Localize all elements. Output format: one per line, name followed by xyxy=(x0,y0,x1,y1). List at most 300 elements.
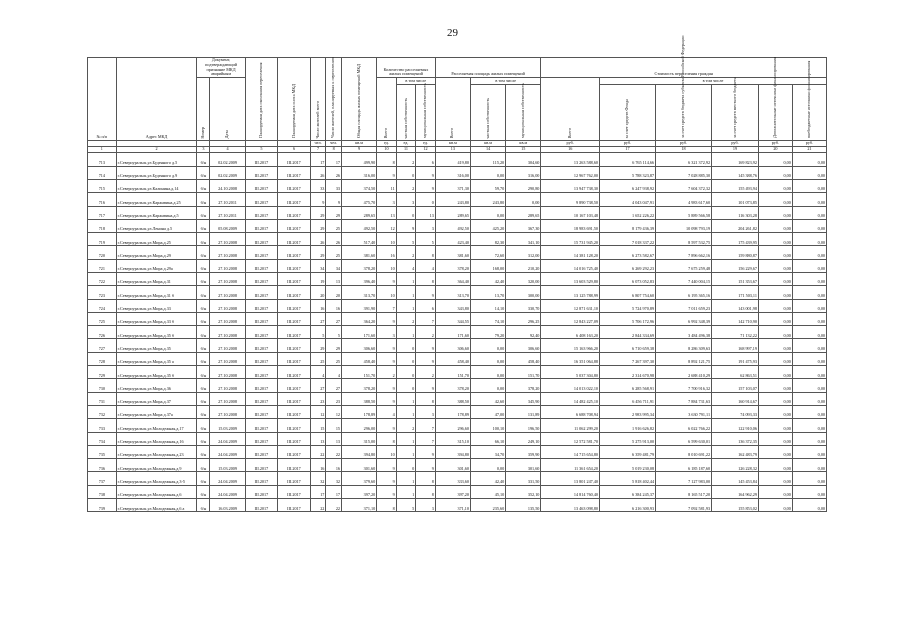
table-cell: 0,00 xyxy=(792,352,826,365)
table-row xyxy=(88,219,827,232)
table-cell: 0,00 xyxy=(758,219,792,232)
column-number-cell: 2 xyxy=(116,147,197,153)
table-cell: 0,00 xyxy=(792,339,826,352)
table-cell: 26 xyxy=(326,166,342,179)
address-cell: г.Североуральск,ул.Мира,д.33 xyxy=(116,299,197,312)
address-cell: г.Североуральск,ул.Каржавина,д.5 xyxy=(116,206,197,219)
address-cell: г.Североуральск,ул.Молодежная,д.9 xyxy=(116,459,197,472)
table-cell: 719 xyxy=(88,233,117,246)
address-cell: г.Североуральск,ул.Ленина д.5 xyxy=(116,219,197,232)
table-cell: 6 247 938,92 xyxy=(600,179,656,192)
table-cell: 5 706 172,96 xyxy=(600,312,656,325)
table-cell: 14,10 xyxy=(470,299,505,312)
table-cell: 499,90 xyxy=(342,153,377,166)
table-cell: 82,30 xyxy=(470,233,505,246)
table-cell: 0,00 xyxy=(792,499,826,512)
table-cell: 29 xyxy=(310,206,326,219)
table-cell: 0,00 xyxy=(792,219,826,232)
table-cell: 1 652 226,22 xyxy=(600,206,656,219)
table-cell: 6 216 300,93 xyxy=(600,499,656,512)
table-cell: 718 xyxy=(88,219,117,232)
address-cell: г.Североуральск,ул.Буденного д.5 xyxy=(116,153,197,166)
table-cell: III.2017 xyxy=(245,179,278,192)
table-cell: 9 xyxy=(310,193,326,206)
table-cell: III.2017 xyxy=(278,499,311,512)
table-cell: 396,40 xyxy=(342,272,377,285)
table-cell: 22 xyxy=(310,499,326,512)
unit-cell: руб. xyxy=(541,141,600,147)
table-cell: 723 xyxy=(88,286,117,299)
table-cell: 9 xyxy=(377,419,397,432)
table-cell: 115,20 xyxy=(470,153,505,166)
table-cell: 15 xyxy=(310,419,326,432)
table-cell: 4 xyxy=(377,405,397,418)
table-cell: 15 xyxy=(326,419,342,432)
table-cell: III.2017 xyxy=(278,153,311,166)
table-cell: 74,10 xyxy=(470,312,505,325)
table-cell: 243,80 xyxy=(470,193,505,206)
table-cell: б/н xyxy=(197,379,210,392)
table-cell: III.2017 xyxy=(245,405,278,418)
table-cell: III.2017 xyxy=(278,286,311,299)
table-cell: 235,60 xyxy=(470,499,505,512)
table-cell: 2 xyxy=(396,419,416,432)
table-cell: 42,40 xyxy=(470,472,505,485)
table-cell: 290,80 xyxy=(506,179,541,192)
header-cell: Число жителей всего xyxy=(310,58,326,141)
unit-cell: чел. xyxy=(326,141,342,147)
table-row xyxy=(88,499,827,512)
table-cell: б/н xyxy=(197,246,210,259)
address-cell: г.Североуральск,ул.Мира д.37а xyxy=(116,405,197,418)
address-cell: г.Североуральск,ул.Мира д.29а xyxy=(116,259,197,272)
unit-cell: кв.м xyxy=(435,141,470,147)
table-cell: III.2017 xyxy=(278,485,311,498)
table-cell: 9 xyxy=(377,472,397,485)
table-cell: 8 892 121,75 xyxy=(656,352,712,365)
table-cell: 3 630 791,11 xyxy=(656,405,712,418)
table-cell: 2 983 995,34 xyxy=(600,405,656,418)
table-cell: 397,20 xyxy=(435,485,470,498)
table-cell: 131,89 xyxy=(506,405,541,418)
table-cell: 8 xyxy=(416,485,436,498)
table-cell: 155 493,94 xyxy=(712,179,759,192)
table-cell: 16 xyxy=(326,299,342,312)
table-cell: 145 388,76 xyxy=(712,166,759,179)
table-cell: 8 xyxy=(416,392,436,405)
table-cell: 33 xyxy=(326,179,342,192)
table-cell: 728 xyxy=(88,352,117,365)
table-row xyxy=(88,179,827,192)
table-cell: б/н xyxy=(197,286,210,299)
table-cell: 730 xyxy=(88,379,117,392)
table-cell: 164 962,29 xyxy=(712,485,759,498)
address-cell: г.Североуральск,ул.Мира,д.36 xyxy=(116,379,197,392)
unit-cell: руб. xyxy=(758,141,792,147)
table-cell: 4 983 617,60 xyxy=(656,193,712,206)
table-cell: 1 xyxy=(396,485,416,498)
table-cell: 171 503,11 xyxy=(712,286,759,299)
table-cell: 243,80 xyxy=(435,193,470,206)
table-row xyxy=(88,299,827,312)
table-cell: III.2017 xyxy=(278,259,311,272)
table-cell: III.2017 xyxy=(278,299,311,312)
table-cell: 5 xyxy=(326,326,342,339)
table-row xyxy=(88,312,827,325)
table-cell: 0,00 xyxy=(470,339,505,352)
table-cell: 24.04.2009 xyxy=(210,472,245,485)
table-cell: 304,60 xyxy=(506,153,541,166)
table-cell: III.2017 xyxy=(245,432,278,445)
column-number-cell: 9 xyxy=(342,147,377,153)
table-cell: 367,30 xyxy=(506,219,541,232)
table-row xyxy=(88,153,827,166)
table-cell: III.2017 xyxy=(278,352,311,365)
table-cell: 168,00 xyxy=(470,259,505,272)
table-cell: 0,00 xyxy=(758,379,792,392)
table-cell: 0,00 xyxy=(470,459,505,472)
table-cell: 15 163 966,20 xyxy=(541,339,600,352)
table-cell: 1 xyxy=(396,299,416,312)
table-cell: 27.10.2008 xyxy=(210,312,245,325)
table-row xyxy=(88,286,827,299)
unit-cell: руб. xyxy=(600,141,656,147)
table-body xyxy=(88,153,827,512)
table-cell: 7 028 885,30 xyxy=(656,166,712,179)
column-number-cell: 19 xyxy=(712,147,759,153)
table-cell: 1 xyxy=(396,286,416,299)
table-cell: 16 xyxy=(310,299,326,312)
table-cell: б/н xyxy=(197,326,210,339)
unit-cell: ед. xyxy=(396,141,416,147)
table-cell: 169 823,92 xyxy=(712,153,759,166)
unit-cell: руб. xyxy=(792,141,826,147)
header-cell: Общая площадь жилых помещений МКД xyxy=(342,58,377,141)
table-cell: 0,00 xyxy=(792,326,826,339)
table-cell: 371,10 xyxy=(435,499,470,512)
table-cell: 9 xyxy=(416,445,436,458)
table-cell: 71 132,22 xyxy=(712,326,759,339)
table-cell: 34,70 xyxy=(470,445,505,458)
table-cell: 343,80 xyxy=(435,299,470,312)
table-cell: 364,20 xyxy=(342,312,377,325)
table-cell: 0,00 xyxy=(758,312,792,325)
table-cell: 7 011 659,23 xyxy=(656,299,712,312)
table-cell: 8 xyxy=(416,472,436,485)
table-cell: 27.10.2008 xyxy=(210,233,245,246)
table-cell: 249,10 xyxy=(506,432,541,445)
table-cell: 168 997,19 xyxy=(712,339,759,352)
unit-cell: кв.м xyxy=(470,141,505,147)
table-cell: 29 xyxy=(326,206,342,219)
table-cell: 24.04.2009 xyxy=(210,432,245,445)
table-cell: 11 xyxy=(377,179,397,192)
table-cell: 27.10.2008 xyxy=(210,272,245,285)
table-cell: 0,00 xyxy=(758,286,792,299)
table-cell: 0,00 xyxy=(792,379,826,392)
table-cell: 175 439,95 xyxy=(712,233,759,246)
table-cell: 6 xyxy=(416,153,436,166)
table-cell: 12 xyxy=(326,405,342,418)
table-cell: III.2017 xyxy=(278,326,311,339)
table-cell: 9 xyxy=(377,272,397,285)
table-cell: 6 599 630,01 xyxy=(656,432,712,445)
table-row xyxy=(88,472,827,485)
table-cell: 0,00 xyxy=(792,246,826,259)
address-cell: г.Североуральск,ул.Буденного д.9 xyxy=(116,166,197,179)
table-cell: 10 xyxy=(377,233,397,246)
table-cell: 379,60 xyxy=(342,472,377,485)
table-cell: 151,70 xyxy=(342,366,377,379)
table-cell: 29 xyxy=(310,246,326,259)
table-cell: 0,00 xyxy=(792,419,826,432)
table-cell: 6 359 481,79 xyxy=(600,445,656,458)
table-cell: 716 xyxy=(88,193,117,206)
address-cell: г.Североуральск,ул.Молодежная,д.6 xyxy=(116,485,197,498)
header-cell: Всего xyxy=(435,78,470,141)
table-cell: 8 179 436,39 xyxy=(600,219,656,232)
table-cell: 0,00 xyxy=(792,286,826,299)
table-cell: 25 xyxy=(326,246,342,259)
table-cell: 12 843 227,09 xyxy=(541,312,600,325)
table-cell: 2 xyxy=(396,153,416,166)
address-cell: г.Североуральск,ул.Мира,д.33 б xyxy=(116,312,197,325)
table-cell: 315,10 xyxy=(435,432,470,445)
table-cell: 66,10 xyxy=(470,432,505,445)
table-cell: 92,40 xyxy=(506,326,541,339)
table-cell: 1 xyxy=(396,392,416,405)
table-cell: б/н xyxy=(197,219,210,232)
table-cell: III.2017 xyxy=(245,366,278,379)
table-cell: 23 xyxy=(310,392,326,405)
table-cell: III.2017 xyxy=(278,166,311,179)
header-cell: в том числе xyxy=(396,78,435,85)
table-cell: 733 xyxy=(88,419,117,432)
table-cell: 378,20 xyxy=(506,379,541,392)
table-cell: 12 871 631,10 xyxy=(541,299,600,312)
table-cell: 717 xyxy=(88,206,117,219)
table-cell: 12 xyxy=(310,405,326,418)
table-row xyxy=(88,246,827,259)
table-cell: б/н xyxy=(197,299,210,312)
table-cell: 0,00 xyxy=(792,166,826,179)
table-cell: 47,00 xyxy=(470,405,505,418)
table-cell: 734 xyxy=(88,432,117,445)
table-cell: III.2017 xyxy=(278,246,311,259)
table-cell: 26 xyxy=(310,166,326,179)
column-number-cell: 18 xyxy=(656,147,712,153)
table-cell: 345,90 xyxy=(506,392,541,405)
table-cell: 330,70 xyxy=(506,299,541,312)
table-cell: 14 016 725,40 xyxy=(541,259,600,272)
table-cell: б/н xyxy=(197,499,210,512)
table-cell: 191 475,93 xyxy=(712,352,759,365)
table-cell: 27.10.2008 xyxy=(210,286,245,299)
header-cell: в том числе xyxy=(470,78,540,85)
table-cell: III.2017 xyxy=(245,445,278,458)
unit-cell: руб. xyxy=(712,141,759,147)
table-cell: 2 844 334,69 xyxy=(600,326,656,339)
table-cell: III.2017 xyxy=(278,392,311,405)
table-cell: 492,50 xyxy=(435,219,470,232)
header-cell: Дата xyxy=(210,78,245,141)
table-cell: б/н xyxy=(197,472,210,485)
address-cell: г.Североуральск,ул.Молодежная,д.16 xyxy=(116,432,197,445)
table-cell: 5 xyxy=(396,233,416,246)
table-cell: 27.10.2008 xyxy=(210,352,245,365)
table-cell: III.2017 xyxy=(278,405,311,418)
table-cell: 0,00 xyxy=(792,259,826,272)
table-cell: 14 814 760,40 xyxy=(541,485,600,498)
table-cell: 122 910,06 xyxy=(712,419,759,432)
table-cell: 306,60 xyxy=(342,339,377,352)
table-cell: 3 xyxy=(416,219,436,232)
table-cell: 27.10.2008 xyxy=(210,339,245,352)
address-cell: г.Североуральск,ул.Молодежная,д.23 xyxy=(116,445,197,458)
table-cell: 0,00 xyxy=(792,312,826,325)
unit-cell: чел. xyxy=(310,141,326,147)
table-cell: III.2017 xyxy=(245,286,278,299)
table-cell: III.2017 xyxy=(245,233,278,246)
address-cell: г.Североуральск,ул.Мира,д.25 xyxy=(116,233,197,246)
table-cell: 13 xyxy=(326,272,342,285)
table-cell: III.2017 xyxy=(245,219,278,232)
table-cell: 9 xyxy=(416,339,436,352)
table-cell: 22 xyxy=(326,499,342,512)
table-cell: 171,60 xyxy=(342,326,377,339)
table-cell: 22 xyxy=(326,445,342,458)
table-cell: 15.03.2009 xyxy=(210,459,245,472)
table-cell: 378,20 xyxy=(435,259,470,272)
unit-cell: ед. xyxy=(377,141,397,147)
table-cell: 312,00 xyxy=(506,246,541,259)
table-cell: 2 xyxy=(416,326,436,339)
header-cell: Планируемая дата окончания переселения xyxy=(245,58,278,141)
header-cell: Количество расселяемых жилых помещений xyxy=(377,58,436,78)
table-cell: 25 xyxy=(326,219,342,232)
unit-cell: кв.м xyxy=(506,141,541,147)
table-cell: 26 xyxy=(310,233,326,246)
table-cell: 6 992 348,39 xyxy=(656,312,712,325)
table-cell: 0,00 xyxy=(792,485,826,498)
table-cell: 9 xyxy=(377,312,397,325)
header-cell: № п/п xyxy=(88,58,117,141)
table-cell: 19 xyxy=(310,272,326,285)
table-cell: 24.04.2009 xyxy=(210,485,245,498)
table-cell: б/н xyxy=(197,259,210,272)
table-cell: 0 xyxy=(396,459,416,472)
table-cell: 7 xyxy=(377,299,397,312)
column-number-cell: 11 xyxy=(396,147,416,153)
table-cell: 29 xyxy=(310,339,326,352)
table-cell: 713 xyxy=(88,153,117,166)
table-cell: 2 314 670,98 xyxy=(600,366,656,379)
table-cell: 5 037 304,80 xyxy=(541,366,600,379)
table-cell: 9 xyxy=(416,352,436,365)
table-cell: 378,20 xyxy=(342,259,377,272)
table-cell: 11 062 299,20 xyxy=(541,419,600,432)
table-cell: б/н xyxy=(197,485,210,498)
table-cell: 394,80 xyxy=(435,445,470,458)
table-cell: III.2017 xyxy=(278,339,311,352)
table-cell: 1 xyxy=(396,326,416,339)
table-row xyxy=(88,326,827,339)
table-cell: 12 572 581,70 xyxy=(541,432,600,445)
table-cell: 419,80 xyxy=(435,153,470,166)
table-cell: 16 xyxy=(326,459,342,472)
table-cell: б/н xyxy=(197,392,210,405)
header-cell: Расселяемая площадь жилых помещений xyxy=(435,58,541,78)
table-cell: 8 010 691,22 xyxy=(656,445,712,458)
table-cell: 171,60 xyxy=(435,326,470,339)
table-cell: 26 xyxy=(326,233,342,246)
table-cell: 14 482 425,10 xyxy=(541,392,600,405)
table-cell: 8 xyxy=(377,153,397,166)
table-cell: 425,20 xyxy=(470,219,505,232)
table-cell: 6 073 052,83 xyxy=(600,272,656,285)
table-cell: 5 889 566,58 xyxy=(656,206,712,219)
table-cell: 381,60 xyxy=(435,246,470,259)
address-cell: г.Североуральск,ул.Молодежная,д.6 а xyxy=(116,499,197,512)
column-number-cell: 7 xyxy=(310,147,326,153)
address-cell: г.Североуральск,ул.Молодежная,д.17 xyxy=(116,419,197,432)
table-cell: 155 853,02 xyxy=(712,499,759,512)
table-cell: III.2017 xyxy=(245,485,278,498)
table-cell: 13,70 xyxy=(470,286,505,299)
table-row xyxy=(88,259,827,272)
table-cell: 27.10.2011 xyxy=(210,193,245,206)
table-cell: 178,89 xyxy=(342,405,377,418)
table-row xyxy=(88,206,827,219)
table-cell: 10 xyxy=(377,259,397,272)
table-cell: 13 463 098,80 xyxy=(541,499,600,512)
table-row xyxy=(88,379,827,392)
table-cell: 315,00 xyxy=(342,432,377,445)
table-cell: 0,00 xyxy=(792,459,826,472)
table-cell: 0,00 xyxy=(792,233,826,246)
table-cell: 0 xyxy=(396,379,416,392)
table-cell: 306,60 xyxy=(435,339,470,352)
table-cell: 100,10 xyxy=(470,419,505,432)
table-cell: III.2017 xyxy=(278,379,311,392)
table-cell: 27 xyxy=(310,379,326,392)
table-cell: 7 267 397,30 xyxy=(600,352,656,365)
table-cell: 126 228,32 xyxy=(712,459,759,472)
table-cell: 732 xyxy=(88,405,117,418)
table-cell: б/н xyxy=(197,419,210,432)
table-cell: 0,00 xyxy=(470,206,505,219)
table-cell: 316,00 xyxy=(342,166,377,179)
table-cell: 2 xyxy=(396,312,416,325)
table-cell: 18 983 691,50 xyxy=(541,219,600,232)
table-cell: III.2017 xyxy=(245,339,278,352)
table-cell: 0,00 xyxy=(758,233,792,246)
table-cell: 0,00 xyxy=(758,366,792,379)
table-cell: 27.10.2008 xyxy=(210,379,245,392)
table-cell: 371,10 xyxy=(342,499,377,512)
header-cell: за счет средств бюджета субъекта Российской Федерации xyxy=(656,85,712,141)
table-cell: б/н xyxy=(197,352,210,365)
table-cell: 296,60 xyxy=(435,419,470,432)
table-cell: 6 765 114,66 xyxy=(600,153,656,166)
table-cell: 2 xyxy=(396,246,416,259)
table-cell: 458,40 xyxy=(342,352,377,365)
table-cell: 29 xyxy=(326,339,342,352)
table-cell: III.2017 xyxy=(278,206,311,219)
table-cell: 5 019 230,08 xyxy=(600,459,656,472)
table-cell: 27.10.2008 xyxy=(210,366,245,379)
table-cell: 722 xyxy=(88,272,117,285)
